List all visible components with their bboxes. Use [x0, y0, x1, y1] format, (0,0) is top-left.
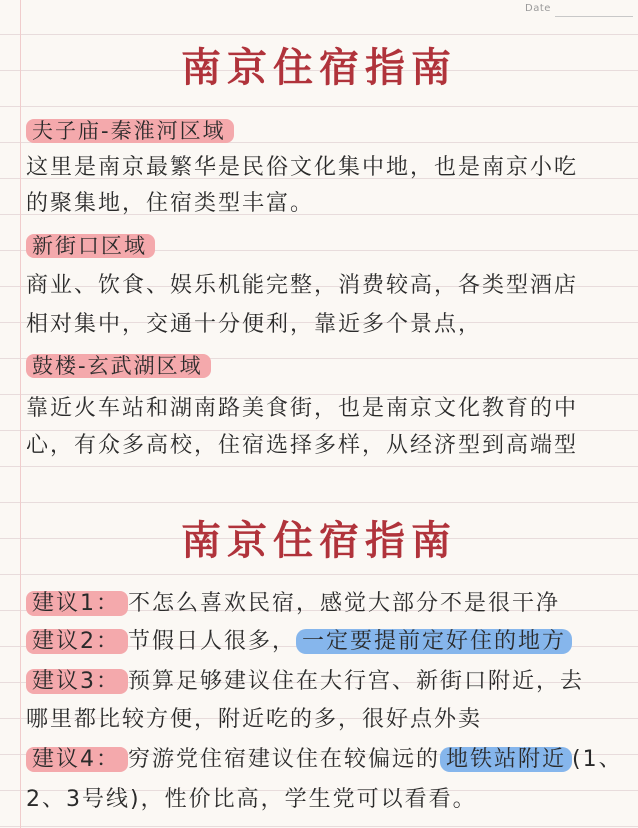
tip-text: 穷游党住宿建议住在较偏远的	[128, 747, 441, 772]
date-underline	[555, 16, 633, 17]
tip-3-cont: 哪里都比较方便，附近吃的多，很好点外卖	[26, 707, 483, 732]
date-label: Date	[525, 3, 551, 14]
tip-text-after: (1、	[572, 747, 623, 772]
area-heading-fuzimiao	[26, 113, 234, 149]
tip-4	[26, 742, 623, 778]
tip-4-cont: 2、3号线)，性价比高，学生党可以看看。	[26, 787, 477, 812]
area-text-line: 这里是南京最繁华是民俗文化集中地，也是南京小吃	[26, 155, 579, 180]
area-heading-xinjiekou	[26, 228, 155, 264]
tip-highlight: 一定要提前定好住的地方	[296, 629, 572, 654]
tip-3	[26, 664, 584, 700]
tip-1	[26, 586, 560, 622]
tip-label: 建议4：	[26, 747, 128, 772]
area-text-line: 心，有众多高校，住宿选择多样，从经济型到高端型	[26, 433, 579, 458]
area-text-line: 商业、饮食、娱乐机能完整，消费较高，各类型酒店	[26, 273, 579, 298]
area-heading-label: 夫子庙-秦淮河区域	[26, 119, 234, 143]
area-text-line: 的聚集地，住宿类型丰富。	[26, 191, 315, 216]
tip-text: 预算足够建议住在大行宫、新街口附近，去	[128, 669, 585, 694]
area-heading-label: 鼓楼-玄武湖区域	[26, 354, 211, 378]
tip-text: 节假日人很多，	[128, 629, 297, 654]
tip-text: 不怎么喜欢民宿，感觉大部分不是很干净	[128, 591, 561, 616]
section1-title: 南京住宿指南	[181, 44, 457, 91]
margin-line	[20, 0, 21, 828]
area-text-line: 相对集中，交通十分便利，靠近多个景点，	[26, 312, 483, 337]
tip-label: 建议1：	[26, 591, 128, 616]
area-text-line: 靠近火车站和湖南路美食街，也是南京文化教育的中	[26, 396, 579, 421]
area-heading-gulou	[26, 348, 211, 384]
tip-label: 建议2：	[26, 629, 128, 654]
tip-2	[26, 624, 572, 660]
section2-title: 南京住宿指南	[181, 517, 457, 564]
area-heading-label: 新街口区域	[26, 234, 155, 258]
tip-label: 建议3：	[26, 669, 128, 694]
tip-highlight: 地铁站附近	[440, 747, 572, 772]
